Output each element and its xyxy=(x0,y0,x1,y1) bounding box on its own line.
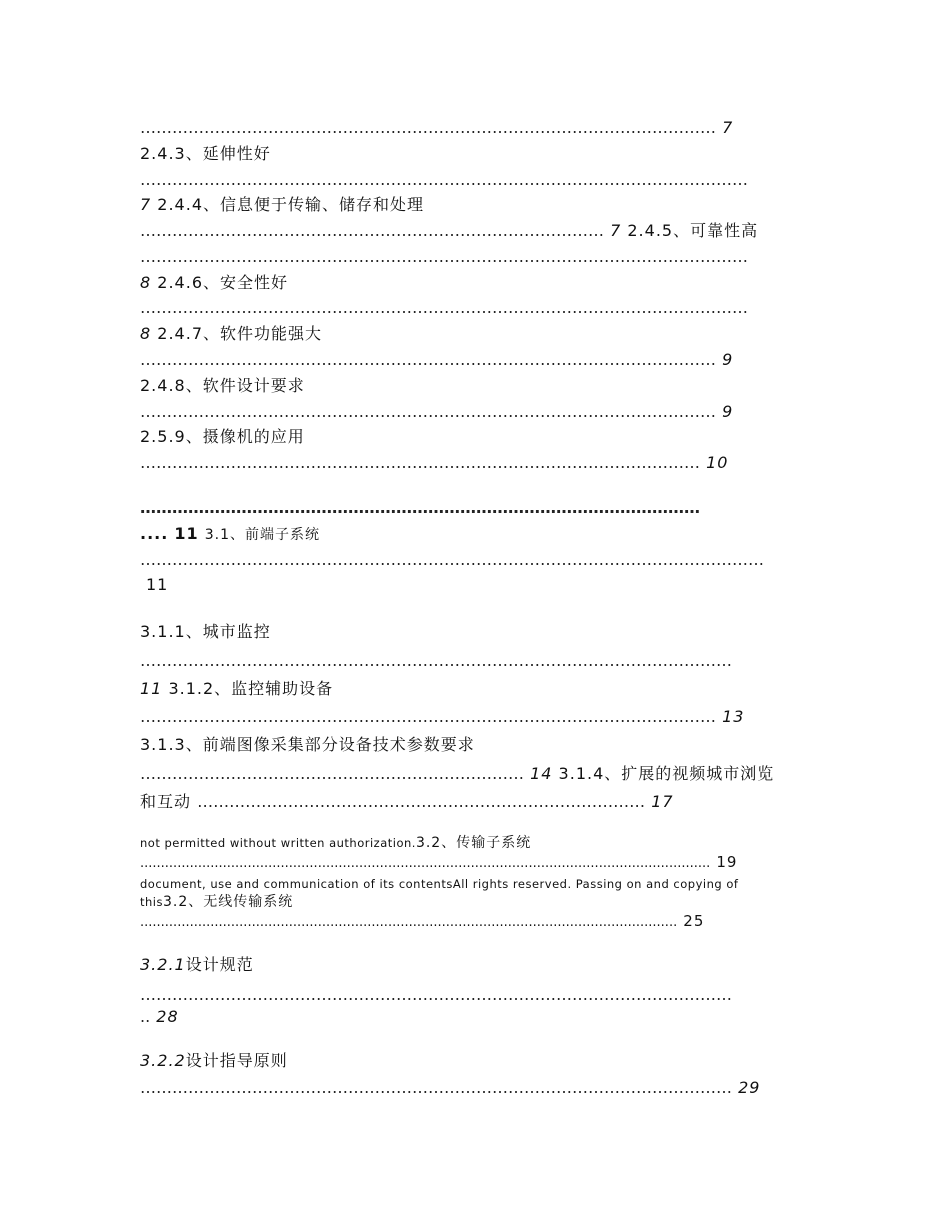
toc-entry: 3.2、传输子系统 xyxy=(415,835,532,851)
toc-line xyxy=(140,273,288,293)
toc-line xyxy=(140,679,333,699)
leader-dots: …………………………………………………………………………………………… xyxy=(140,498,700,517)
toc-line xyxy=(140,707,744,727)
watermark-text: not permitted without written authorization. xyxy=(140,836,416,850)
page-number: 11 xyxy=(146,575,169,594)
toc-line xyxy=(140,550,764,570)
toc-entry: 3.1.4、扩展的视频城市浏览 xyxy=(558,764,775,783)
leader-dots: ………………………………………………………………………………………………… xyxy=(140,1078,732,1097)
toc-line xyxy=(140,651,732,671)
toc-entry: 设计指导原则 xyxy=(185,1051,288,1070)
page-number: 28 xyxy=(156,1007,179,1026)
toc-line xyxy=(140,524,320,545)
leader-dots: ………………………………………………………………………… xyxy=(197,792,646,811)
toc-line xyxy=(140,891,293,912)
toc-entry: 2.4.5、可靠性高 xyxy=(627,221,759,240)
toc-entry: 设计规范 xyxy=(185,955,254,974)
page-number: 8 xyxy=(140,273,152,292)
toc-entry: 2.4.3、延伸性好 xyxy=(140,144,271,163)
leader-dots: …………………………………………………………………………………………………… xyxy=(140,247,748,266)
toc-line xyxy=(140,170,748,190)
page-number: 13 xyxy=(722,707,745,726)
toc-line xyxy=(140,221,758,241)
toc-entry: 2.4.8、软件设计要求 xyxy=(140,376,305,395)
page-number: 7 xyxy=(140,195,152,214)
toc-line xyxy=(140,911,704,933)
page-number: 9 xyxy=(722,402,734,421)
leader-dots: …………………………………………………………………………………………………… xyxy=(140,170,748,189)
toc-line xyxy=(140,498,700,518)
toc-line xyxy=(140,1051,288,1071)
toc-line xyxy=(140,402,733,422)
toc-line xyxy=(140,1007,179,1027)
leader-dots: ……………………………………………………………………………………………… xyxy=(140,350,716,369)
page-number: 10 xyxy=(706,453,729,472)
toc-line xyxy=(140,985,732,1005)
section-number: 3.2.2 xyxy=(140,1051,186,1070)
leader-dots: ……………………………………………………………………………………………………… xyxy=(140,550,764,569)
watermark-text: document, use and communication of its contentsAll rights reserved. Passing on and copying of xyxy=(140,877,739,891)
toc-entry: 2.5.9、摄像机的应用 xyxy=(140,427,305,446)
toc-line xyxy=(140,832,531,853)
toc-entry: 3.1.2、监控辅助设备 xyxy=(168,679,334,698)
page-number: 25 xyxy=(683,912,705,930)
toc-line xyxy=(140,195,424,215)
page-number: 17 xyxy=(651,792,674,811)
page-number: 11 xyxy=(140,679,163,698)
toc-line xyxy=(140,298,748,318)
toc-line xyxy=(140,324,322,344)
toc-line xyxy=(140,247,748,267)
leader-dots: ………………………………………………………………………………………………… xyxy=(140,651,732,670)
leader-dots: …………………………………………………………………………………………………… xyxy=(140,298,748,317)
watermark-text: this xyxy=(140,895,163,909)
leader-dots: .......................................................................................................................................... xyxy=(140,856,711,871)
toc-entry: 2.4.7、软件功能强大 xyxy=(157,324,322,343)
page-number: 19 xyxy=(716,853,738,871)
toc-entry: 3.1.1、城市监控 xyxy=(140,622,271,641)
toc-line xyxy=(140,453,728,473)
toc-entry: 2.4.6、安全性好 xyxy=(157,273,288,292)
toc-line xyxy=(140,955,254,975)
toc-line xyxy=(140,852,737,874)
page-number: 29 xyxy=(738,1078,761,1097)
toc-entry: 3.1、前端子系统 xyxy=(204,527,321,543)
leader-dots: ……………………………………………………………………………………………… xyxy=(140,118,716,137)
page-number: 8 xyxy=(140,324,152,343)
leader-dots: ………………………………………………………………………………………………… xyxy=(140,985,732,1004)
toc-entry: 和互动 xyxy=(140,792,192,811)
toc-line xyxy=(140,764,774,784)
toc-entry: 3.1.3、前端图像采集部分设备技术参数要求 xyxy=(140,735,475,754)
leader-dots: ……………………………………………………………… xyxy=(140,764,524,783)
leader-dots: …………………………………………………………………………… xyxy=(140,221,604,240)
leader-dots: .................................................................................................................................. xyxy=(140,915,678,930)
toc-line xyxy=(140,118,733,138)
page-number: 9 xyxy=(722,350,734,369)
toc-line xyxy=(140,792,674,812)
section-number: 3.2.1 xyxy=(140,955,186,974)
page-number: 11 xyxy=(174,524,199,543)
page-number: 7 xyxy=(722,118,734,137)
leader-dots: .. xyxy=(140,1007,151,1026)
page-number: 14 xyxy=(530,764,553,783)
leader-dots: ……………………………………………………………………………………………… xyxy=(140,402,716,421)
page-number: 7 xyxy=(610,221,622,240)
leader-dots: ……………………………………………………………………………………………… xyxy=(140,707,716,726)
toc-line xyxy=(140,350,733,370)
leader-dots: .... xyxy=(140,524,169,543)
leader-dots: …………………………………………………………………………………………… xyxy=(140,453,700,472)
toc-entry: 2.4.4、信息便于传输、储存和处理 xyxy=(157,195,424,214)
toc-entry: 3.2、无线传输系统 xyxy=(162,894,294,910)
toc-line xyxy=(140,1078,760,1098)
